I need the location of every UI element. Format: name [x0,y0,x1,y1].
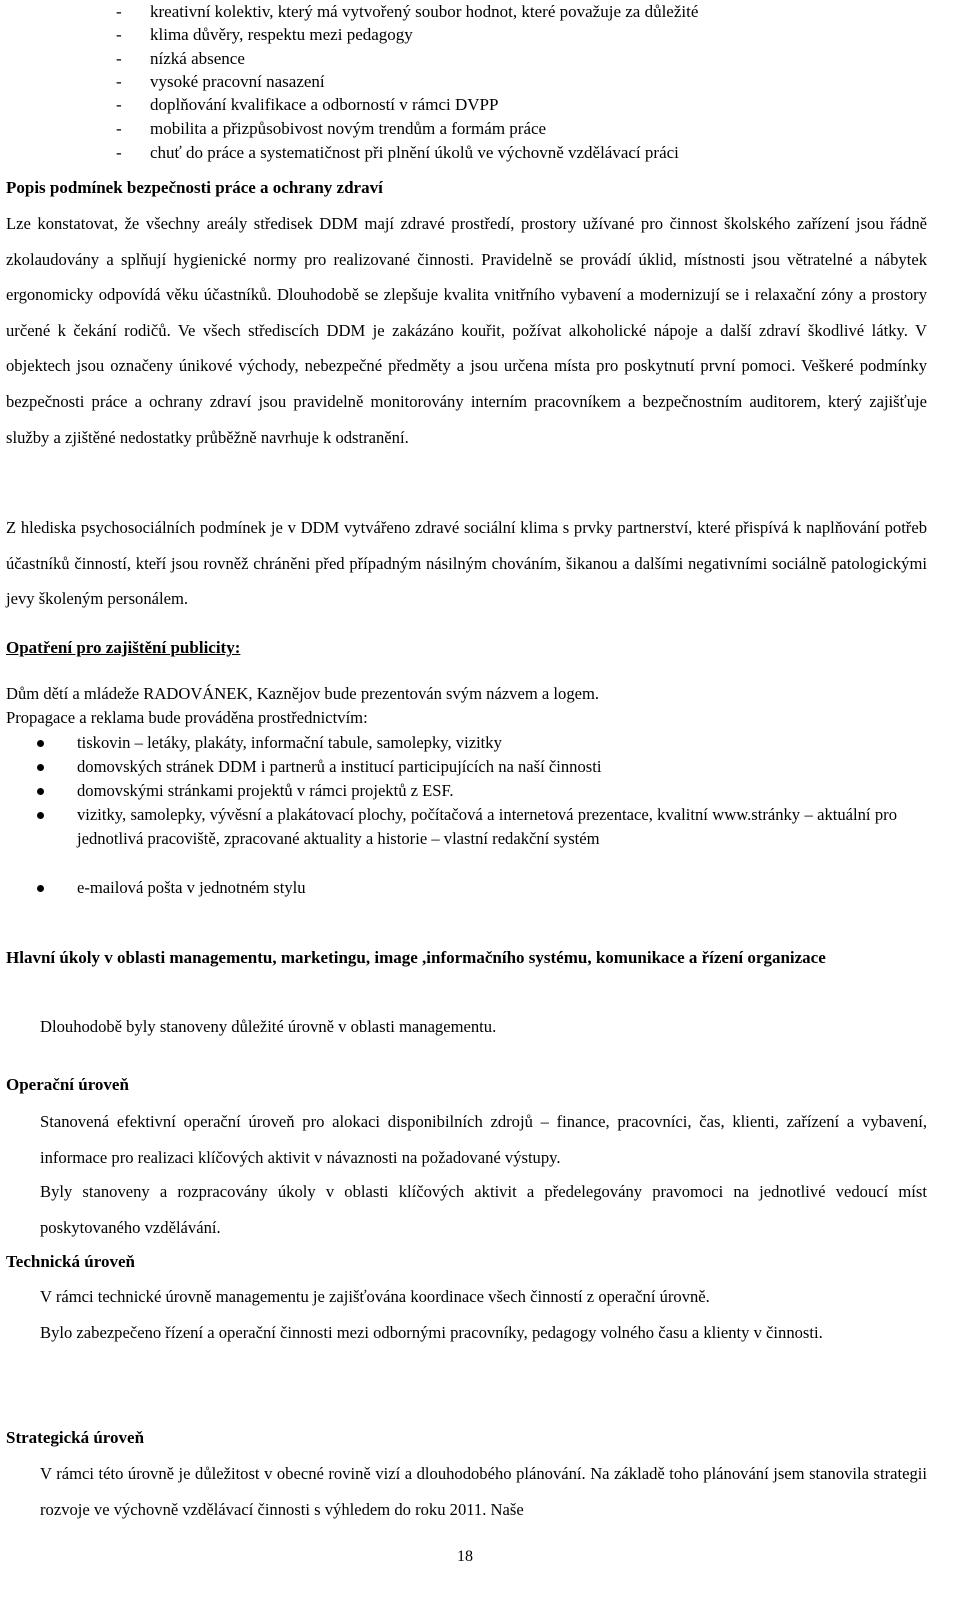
publicity-line-2: Propagace a reklama bude prováděna prostřednictvím: [6,708,368,727]
list-item: - chuť do práce a systematičnost při plnění úkolů ve výchovně vzdělávací práci [116,143,679,162]
technical-paragraph-2: Bylo zabezpečeno řízení a operační činnosti mezi odbornými pracovníky, pedagogy volného času a klienty v činnosti. [40,1323,823,1342]
bullet-icon [37,764,44,771]
list-item: - kreativní kolektiv, který má vytvořený soubor hodnot, které považuje za důležité [116,2,699,21]
document-page: - kreativní kolektiv, který má vytvořený soubor hodnot, které považuje za důležité - klima důvěry, respektu mezi pedagogy - nízká absence - vysoké pracovní nasazení - doplňování kvalifikace a odborností v rámci DVPP - mobilita a přizpůsobivost novým trendům a formám práce - chuť do práce a systematičnost při plnění úkolů ve výchovně vzdělávací práci Popis podmínek bezpečnosti práce a ochrany zdraví Lze konstatovat, že všechny areály středisek DDM mají zdravé prostředí, prostory užívané pro činnost školského zařízení jsou řádně zkolaudovány a splňují hygienické normy pro realizované činnosti. Pravidelně se provádí úklid, místnosti jsou větratelné a nábytek ergonomicky odpovídá věku účastníků. Dlouhodobě se zlepšuje kvalita vnitřního vybavení a modernizují se i relaxační zóny a prostory určené k čekání rodičů. Ve všech střediscích DDM je zakázáno kouřit, požívat alkoholické nápoje a další zdraví škodlivé látky. V objektech jsou označeny únikové východy, nebezpečné předměty a jsou určena místa pro poskytnutí první pomoci. Veškeré podmínky bezpečnosti práce a ochrany zdraví jsou pravidelně monitorovány interním pracovníkem a bezpečnostním auditorem, který zajišťuje služby a zjištěné nedostatky průběžně navrhuje k odstranění. Z hlediska psychosociálních podmínek je v DDM vytvářeno zdravé sociální klima s prvky partnerství, které přispívá k naplňování potřeb účastníků činností, kteří jsou rovněž chráněni před případným násilným chováním, šikanou a dalšími negativními sociálně patologickými jevy školeným personálem. Opatření pro zajištění publicity: Dům dětí a mládeže RADOVÁNEK, Kaznějov bude prezentován svým názvem a logem. Propagace a reklama bude prováděna prostřednictvím: tiskovin – letáky, plakáty, informační tabule, samolepky, vizitky domovských stránek DDM i partnerů a institucí participujících na naší činnosti domovskými stránkami projektů v rámci projektů z ESF. vizitky, samolepky, vývěsní a plakátovací plochy, počítačová a internetová prezentace, kvalitní www.stránky – aktuální pro jednotlivá pracoviště, zpracované aktuality a historie – vlastní redakční systém e-mailová pošta v jednotném stylu Hlavní úkoly v oblasti managementu, marketingu, image ,informačního systému, komunikace a řízení organizace Dlouhodobě byly stanoveny důležité úrovně v oblasti managementu. Operační úroveň Stanovená efektivní operační úroveň pro alokaci disponibilních zdrojů – finance, pracovníci, čas, klienti, zařízení a vybavení, informace pro realizaci klíčových aktivit v návaznosti na požadované výstupy. Byly stanoveny a rozpracovány úkoly v oblasti klíčových aktivit a předelegovány pravomoci na jednotlivé vedoucí míst poskytovaného vzdělávání. Technická úroveň V rámci technické úrovně managementu je zajišťována koordinace všech činností z operační úrovně. Bylo zabezpečeno řízení a operační činnosti mezi odbornými pracovníky, pedagogy volného času a klienty v činnosti. Strategická úroveň V rámci této úrovně je důležitost v obecné rovině vizí a dlouhodobého plánování. Na základě toho plánování jsem stanovila strategii rozvoje ve výchovně vzdělávací činnosti s výhledem do roku 2011. Naše 18 [0,0,960,1624]
list-item: - vysoké pracovní nasazení [116,72,325,91]
page-number: 18 [457,1548,473,1565]
section-heading-management: Hlavní úkoly v oblasti managementu, marketingu, image ,informačního systému, komunikace a řízení organizace [6,948,826,967]
section-heading-safety: Popis podmínek bezpečnosti práce a ochrany zdraví [6,178,383,197]
bullet-icon [37,740,44,747]
safety-paragraph: Lze konstatovat, že všechny areály středisek DDM mají zdravé prostředí, prostory užívané pro činnost školského zařízení jsou řádně zkolaudovány a splňují hygienické normy pro realizované činnosti. Pravidelně se provádí úklid, místnosti jsou větratelné a nábytek ergonomicky odpovídá věku účastníků. Dlouhodobě se zlepšuje kvalita vnitřního vybavení a modernizují se i relaxační zóny a prostory určené k čekání rodičů. Ve všech střediscích DDM je zakázáno kouřit, požívat alkoholické nápoje a další zdraví škodlivé látky. V objektech jsou označeny únikové východy, nebezpečné předměty a jsou určena místa pro poskytnutí první pomoci. Veškeré podmínky bezpečnosti práce a ochrany zdraví jsou pravidelně monitorovány interním pracovníkem a bezpečnostním auditorem, který zajišťuje služby a zjištěné nedostatky průběžně navrhuje k odstranění. [6,214,927,447]
list-item: - nízká absence [116,49,245,68]
bullet-icon [37,812,44,819]
technical-heading: Technická úroveň [6,1252,135,1271]
operational-paragraph-1: Stanovená efektivní operační úroveň pro alokaci disponibilních zdrojů – finance, pracovníci, čas, klienti, zařízení a vybavení, informace pro realizaci klíčových aktivit v návaznosti na požadované výstupy. [40,1112,927,1167]
list-item: - mobilita a přizpůsobivost novým trendům a formám práce [116,119,547,138]
list-item: - doplňování kvalifikace a odborností v rámci DVPP [116,95,499,114]
section-heading-publicity: Opatření pro zajištění publicity: [6,638,241,657]
list-item: - klima důvěry, respektu mezi pedagogy [116,25,413,44]
strategic-paragraph-1: V rámci této úrovně je důležitost v obecné rovině vizí a dlouhodobého plánování. Na základě toho plánování jsem stanovila strategii rozvoje ve výchovně vzdělávací činnosti s výhledem do roku 2011. Naše [40,1464,927,1519]
publicity-line-1: Dům dětí a mládeže RADOVÁNEK, Kaznějov bude prezentován svým názvem a logem. [6,684,600,703]
technical-paragraph-1: V rámci technické úrovně managementu je zajišťována koordinace všech činností z operační úrovně. [40,1287,710,1306]
management-intro: Dlouhodobě byly stanoveny důležité úrovně v oblasti managementu. [40,1017,497,1036]
strategic-heading: Strategická úroveň [6,1428,145,1447]
bullet-icon [37,788,44,795]
bullet-icon [37,885,44,892]
operational-paragraph-2: Byly stanoveny a rozpracovány úkoly v oblasti klíčových aktivit a předelegovány pravomoci na jednotlivé vedoucí míst poskytovaného vzdělávání. [40,1182,927,1237]
psychosocial-paragraph: Z hlediska psychosociálních podmínek je v DDM vytvářeno zdravé sociální klima s prvky partnerství, které přispívá k naplňování potřeb účastníků činností, kteří jsou rovněž chráněni před případným násilným chováním, šikanou a dalšími negativními sociálně patologickými jevy školeným personálem. [6,518,927,609]
operational-heading: Operační úroveň [6,1075,129,1094]
